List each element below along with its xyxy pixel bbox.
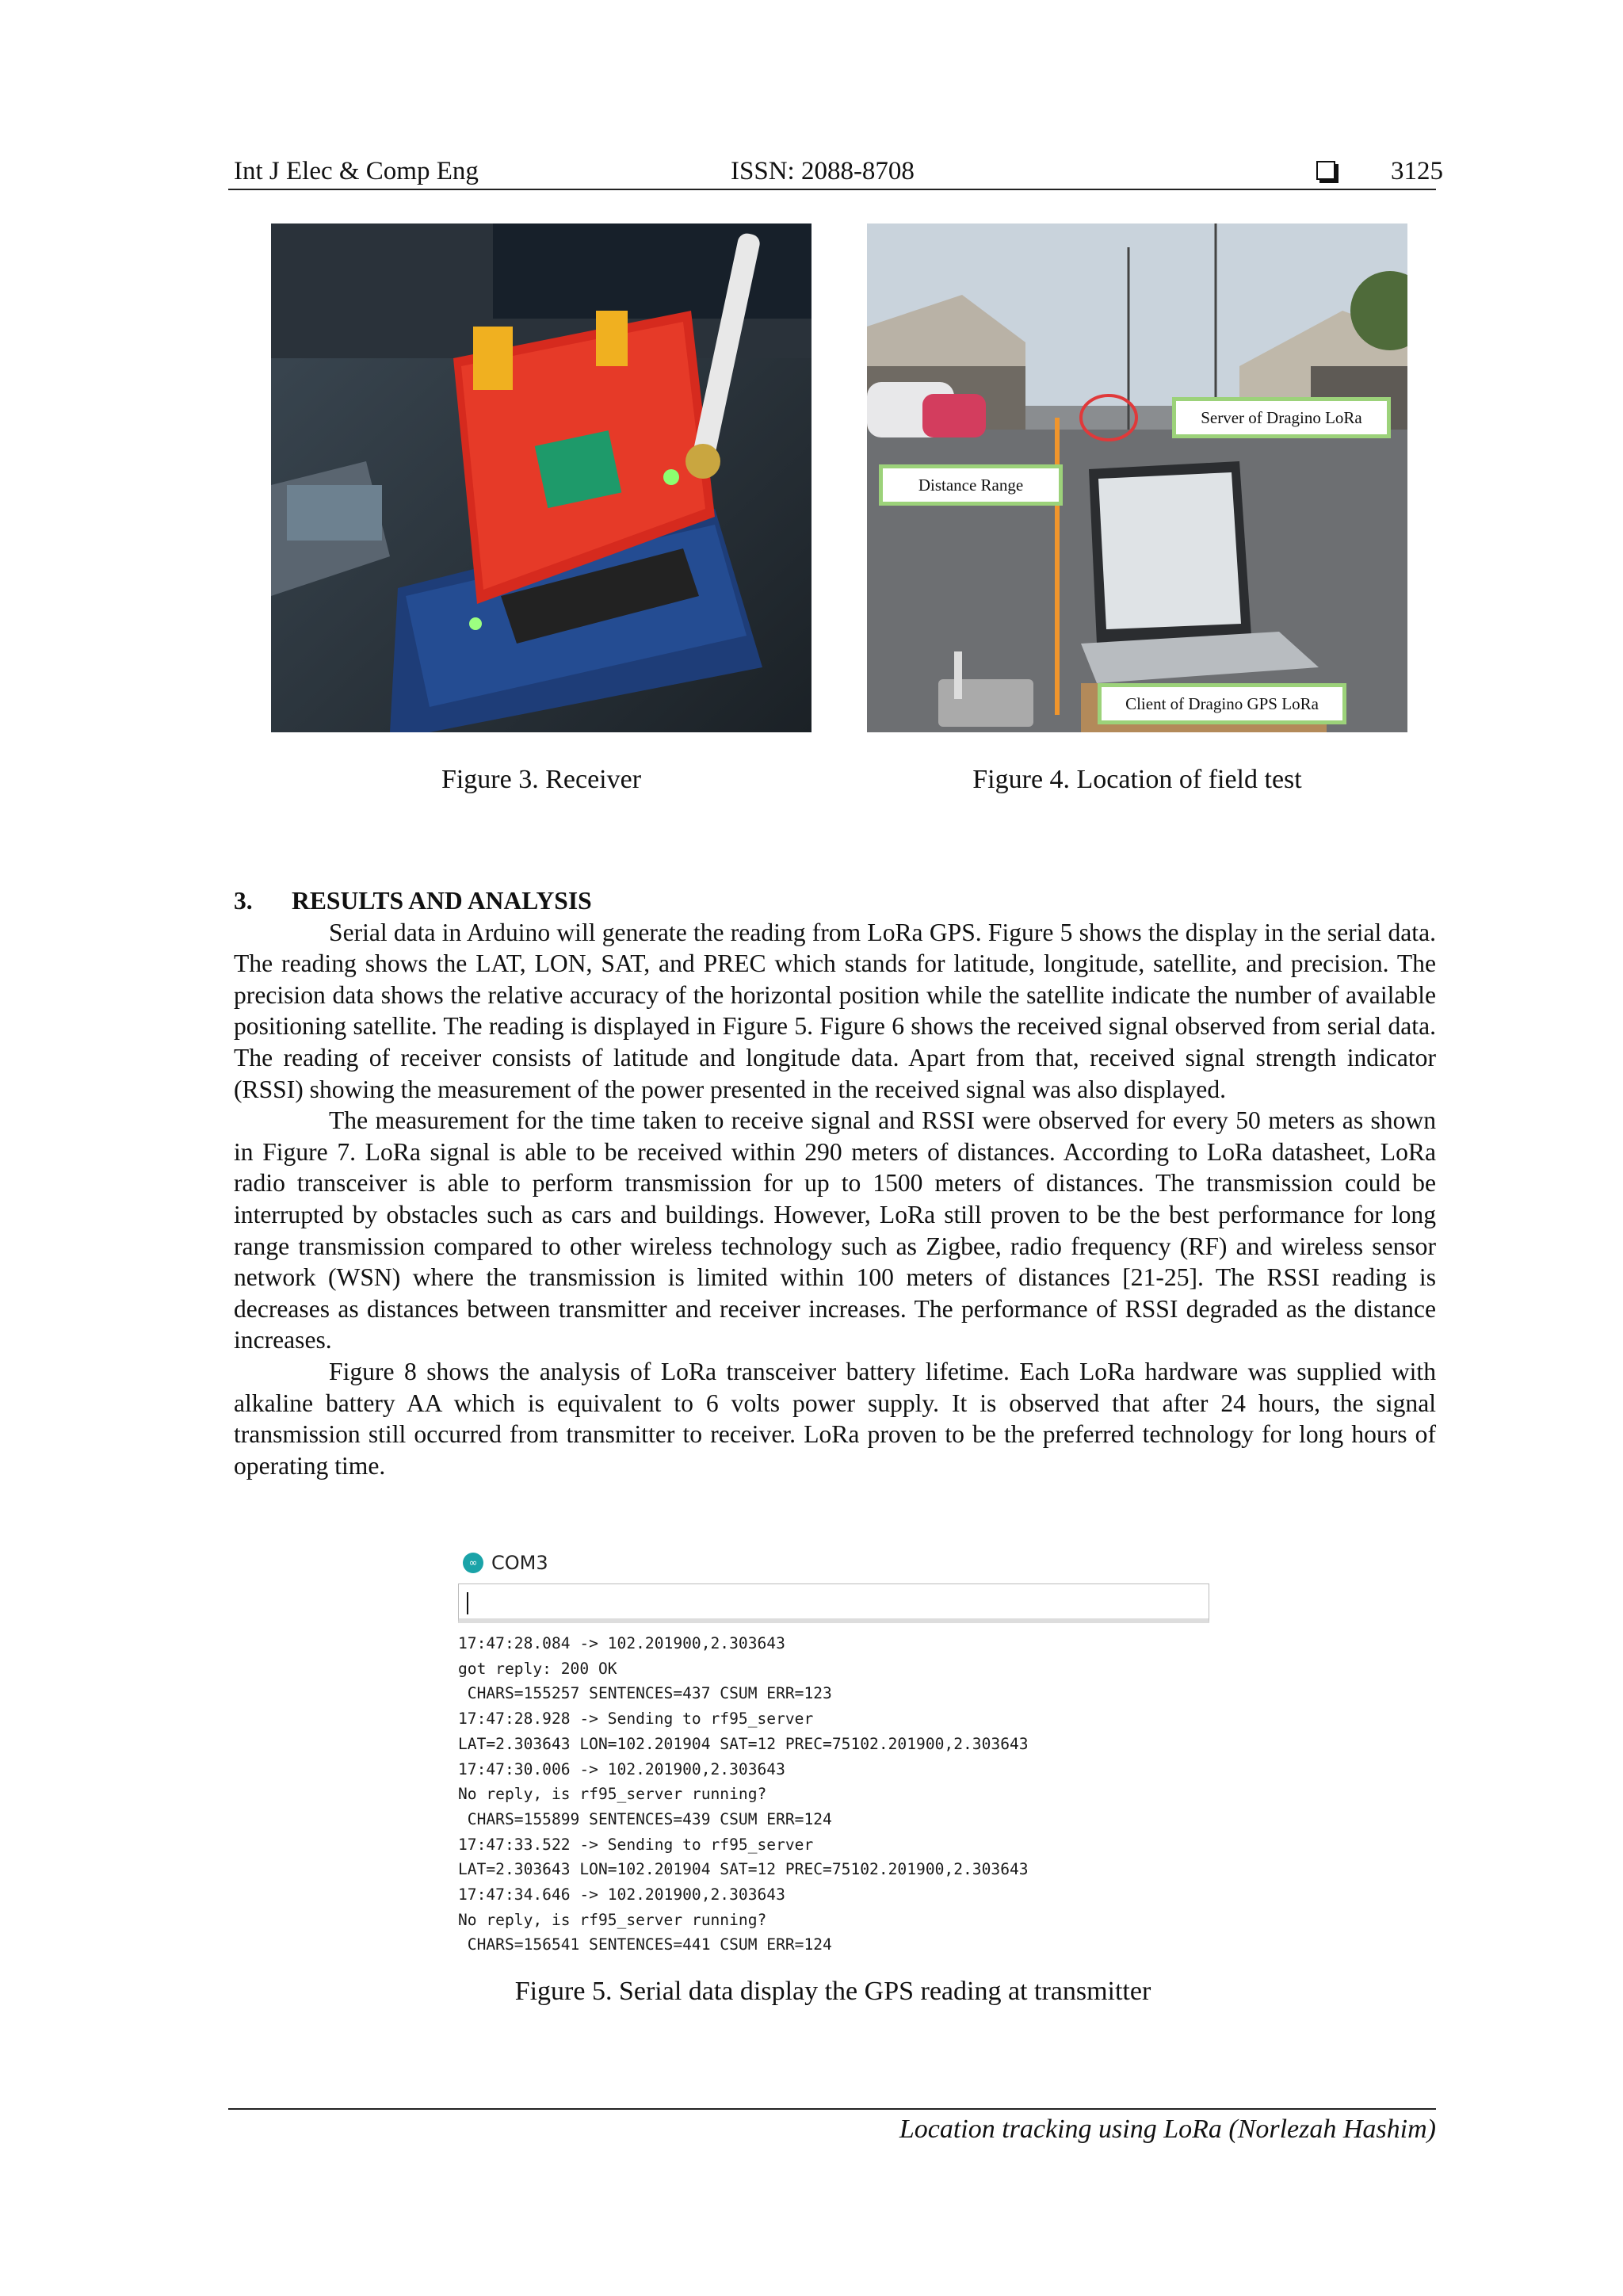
- serial-line: CHARS=155257 SENTENCES=437 CSUM ERR=123: [458, 1684, 832, 1703]
- section-heading: [234, 885, 1436, 917]
- header-rule: [228, 189, 1436, 190]
- serial-line: LAT=2.303643 LON=102.201904 SAT=12 PREC=75102.201900,2.303643: [458, 1734, 1029, 1753]
- section-results: [234, 885, 1436, 1481]
- serial-line: LAT=2.303643 LON=102.201904 SAT=12 PREC=75102.201900,2.303643: [458, 1860, 1029, 1879]
- serial-line: CHARS=156541 SENTENCES=441 CSUM ERR=124: [458, 1935, 832, 1954]
- running-title: Location tracking using LoRa (Norlezah Hashim): [899, 2115, 1436, 2144]
- section-number: 3.: [234, 887, 253, 915]
- footer-rule: [228, 2108, 1436, 2110]
- journal-name: Int J Elec & Comp Eng: [234, 157, 479, 185]
- serial-line: 17:47:34.646 -> 102.201900,2.303643: [458, 1885, 785, 1904]
- square-bullet-icon: [1316, 161, 1335, 180]
- serial-line: got reply: 200 OK: [458, 1659, 617, 1678]
- figure-5-caption: Figure 5. Serial data display the GPS reading at transmitter: [514, 1977, 1151, 2006]
- serial-line: No reply, is rf95_server running?: [458, 1785, 767, 1804]
- figure-3-receiver-photo: [271, 223, 812, 732]
- serial-line: CHARS=155899 SENTENCES=439 CSUM ERR=124: [458, 1809, 832, 1828]
- serial-output: [458, 1631, 1029, 1958]
- paragraph-1: Serial data in Arduino will generate the reading from LoRa GPS. Figure 5 shows the display in the serial data. The reading shows the LAT, LON, SAT, and PREC which stands for latitude, longitude, satellite, and precision. The precision data shows the relative accuracy of the horizontal position while the satellite indicate the number of available positioning satellite. The reading is displayed in Figure 5. Figure 6 shows the received signal observed from serial data. The reading of receiver consists of latitude and longitude data. Apart from that, received signal strength indicator (RSSI) showing the measurement of the power presented in the received signal was also displayed.: [234, 918, 1436, 1103]
- paragraph-3: Figure 8 shows the analysis of LoRa transceiver battery lifetime. Each LoRa hardware was supplied with alkaline battery AA which is equivalent to 6 volts power supply. It is observed that after 24 hours, the signal transmission still occurred from transmitter to receiver. LoRa proven to be the preferred technology for long hours of operating time.: [234, 1357, 1436, 1480]
- label-client: Client of Dragino GPS LoRa: [1098, 683, 1346, 724]
- paragraph-2: The measurement for the time taken to receive signal and RSSI were observed for every 50 meters as shown in Figure 7. LoRa signal is able to be received within 290 meters of distances. According to LoRa datasheet, LoRa radio transceiver is able to perform transmission for up to 1500 meters of distances. The transmission could be interrupted by obstacles such as cars and buildings. However, LoRa still proven to be the best performance for long range transmission compared to other wireless technology such as Zigbee, radio frequency (RF) and wireless sensor network (WSN) where the transmission is limited within 100 meters of distances [21-25]. The RSSI reading is decreases as distances between transmitter and receiver increases. The performance of RSSI degraded as the distance increases.: [234, 1106, 1436, 1354]
- figure-4-field-test-photo: [867, 223, 1407, 732]
- label-distance-range: Distance Range: [879, 464, 1063, 506]
- arduino-icon: ∞: [463, 1553, 483, 1573]
- serial-line: No reply, is rf95_server running?: [458, 1910, 767, 1929]
- com-port-title: COM3: [491, 1552, 548, 1574]
- serial-input-field[interactable]: [458, 1584, 1209, 1623]
- issn: ISSN: 2088-8708: [731, 157, 915, 185]
- section-title: RESULTS AND ANALYSIS: [292, 887, 592, 915]
- serial-line: 17:47:28.084 -> 102.201900,2.303643: [458, 1634, 785, 1652]
- serial-line: 17:47:33.522 -> Sending to rf95_server: [458, 1835, 814, 1854]
- serial-line: 17:47:28.928 -> Sending to rf95_server: [458, 1710, 814, 1729]
- figure-3-caption: Figure 3. Receiver: [441, 765, 642, 794]
- figure-4-caption: Figure 4. Location of field test: [972, 765, 1302, 794]
- serial-title-bar: [463, 1547, 548, 1579]
- text-cursor: [467, 1592, 468, 1614]
- receiver-photo-illustration: [271, 223, 812, 732]
- page-number: 3125: [1391, 157, 1443, 185]
- serial-line: 17:47:30.006 -> 102.201900,2.303643: [458, 1759, 785, 1778]
- figure-5-serial-monitor: [456, 1544, 1209, 1972]
- label-server: Server of Dragino LoRa: [1172, 397, 1391, 438]
